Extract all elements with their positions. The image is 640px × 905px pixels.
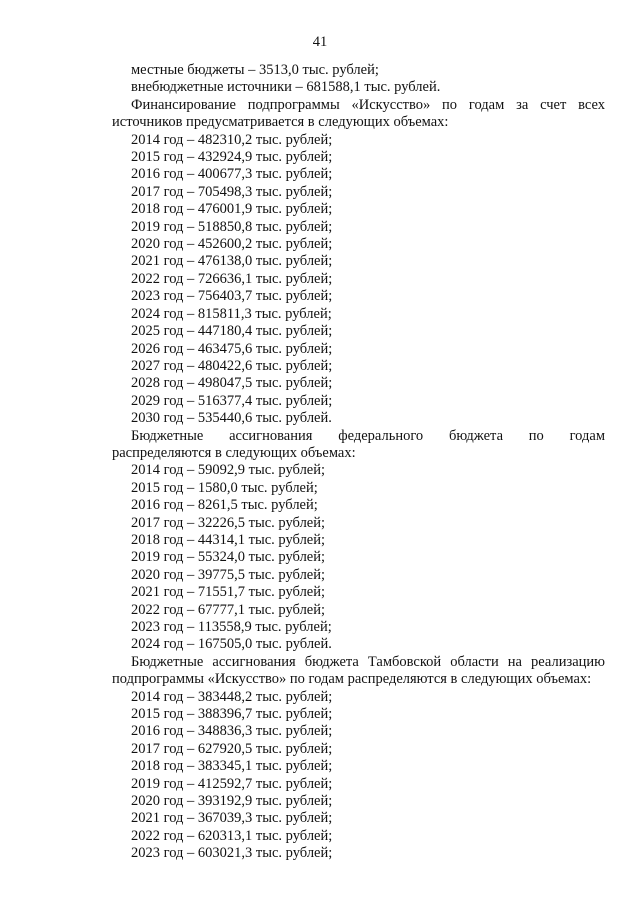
intro-line-extrabudgetary: внебюджетные источники – 681588,1 тыс. рублей. (131, 79, 441, 96)
total-funding-list (112, 132, 605, 428)
total-funding-item: 2017 год – 705498,3 тыс. рублей; (131, 183, 333, 200)
regional-funding-heading: Бюджетные ассигнования бюджета Тамбовской области на реализацию (131, 653, 605, 670)
federal-funding-item: 2020 год – 39775,5 тыс. рублей; (131, 566, 326, 583)
regional-funding-item: 2014 год – 383448,2 тыс. рублей; (131, 688, 333, 705)
federal-funding-item: 2019 год – 55324,0 тыс. рублей; (131, 549, 326, 566)
federal-funding-item: 2021 год – 71551,7 тыс. рублей; (131, 584, 326, 601)
federal-funding-item: 2014 год – 59092,9 тыс. рублей; (131, 462, 326, 479)
total-funding-item: 2029 год – 516377,4 тыс. рублей; (131, 392, 333, 409)
total-funding-item: 2019 год – 518850,8 тыс. рублей; (131, 218, 333, 235)
total-funding-item: 2022 год – 726636,1 тыс. рублей; (131, 270, 333, 287)
regional-funding-item: 2020 год – 393192,9 тыс. рублей; (131, 793, 333, 810)
federal-funding-item: 2015 год – 1580,0 тыс. рублей; (131, 479, 318, 496)
total-funding-item: 2028 год – 498047,5 тыс. рублей; (131, 375, 333, 392)
regional-funding-list (112, 689, 605, 863)
federal-funding-item: 2024 год – 167505,0 тыс. рублей. (131, 636, 332, 653)
page-number: 41 (312, 34, 328, 50)
federal-funding-item: 2022 год – 67777,1 тыс. рублей; (131, 601, 326, 618)
total-funding-heading-cont: источников предусматривается в следующих объемах: (112, 114, 449, 131)
total-funding-item: 2024 год – 815811,3 тыс. рублей; (131, 305, 332, 322)
regional-funding-item: 2016 год – 348836,3 тыс. рублей; (131, 723, 333, 740)
total-funding-item: 2030 год – 535440,6 тыс. рублей. (131, 410, 332, 427)
total-funding-item: 2025 год – 447180,4 тыс. рублей; (131, 323, 333, 340)
federal-funding-item: 2023 год – 113558,9 тыс. рублей; (131, 619, 332, 635)
federal-funding-item: 2018 год – 44314,1 тыс. рублей; (131, 531, 326, 548)
regional-funding-item: 2019 год – 412592,7 тыс. рублей; (131, 775, 333, 792)
federal-funding-item: 2017 год – 32226,5 тыс. рублей; (131, 514, 326, 531)
regional-funding-item: 2022 год – 620313,1 тыс. рублей; (131, 827, 333, 844)
regional-funding-item: 2015 год – 388396,7 тыс. рублей; (131, 706, 333, 723)
document-body (112, 62, 605, 863)
total-funding-item: 2018 год – 476001,9 тыс. рублей; (131, 201, 333, 218)
regional-funding-item: 2018 год – 383345,1 тыс. рублей; (131, 758, 333, 775)
total-funding-heading: Финансирование подпрограммы «Искусство» по годам за счет всех (131, 96, 605, 113)
regional-funding-item: 2023 год – 603021,3 тыс. рублей; (131, 845, 333, 862)
regional-funding-item: 2017 год – 627920,5 тыс. рублей; (131, 740, 333, 757)
total-funding-item: 2014 год – 482310,2 тыс. рублей; (131, 131, 333, 148)
federal-funding-list (112, 462, 605, 653)
regional-funding-item: 2021 год – 367039,3 тыс. рублей; (131, 810, 333, 827)
federal-funding-heading-cont: распределяются в следующих объемах: (112, 444, 356, 461)
total-funding-item: 2015 год – 432924,9 тыс. рублей; (131, 149, 333, 166)
total-funding-item: 2021 год – 476138,0 тыс. рублей; (131, 253, 333, 270)
total-funding-item: 2023 год – 756403,7 тыс. рублей; (131, 288, 333, 305)
intro-line-local-budgets: местные бюджеты – 3513,0 тыс. рублей; (131, 62, 379, 78)
federal-funding-item: 2016 год – 8261,5 тыс. рублей; (131, 497, 318, 514)
total-funding-item: 2027 год – 480422,6 тыс. рублей; (131, 357, 333, 374)
total-funding-item: 2020 год – 452600,2 тыс. рублей; (131, 236, 333, 253)
regional-funding-heading-cont: подпрограммы «Искусство» по годам распределяются в следующих объемах: (112, 671, 592, 688)
federal-funding-heading: Бюджетные ассигнования федерального бюджета по годам (131, 427, 605, 444)
total-funding-item: 2026 год – 463475,6 тыс. рублей; (131, 340, 333, 357)
total-funding-item: 2016 год – 400677,3 тыс. рублей; (131, 166, 333, 183)
